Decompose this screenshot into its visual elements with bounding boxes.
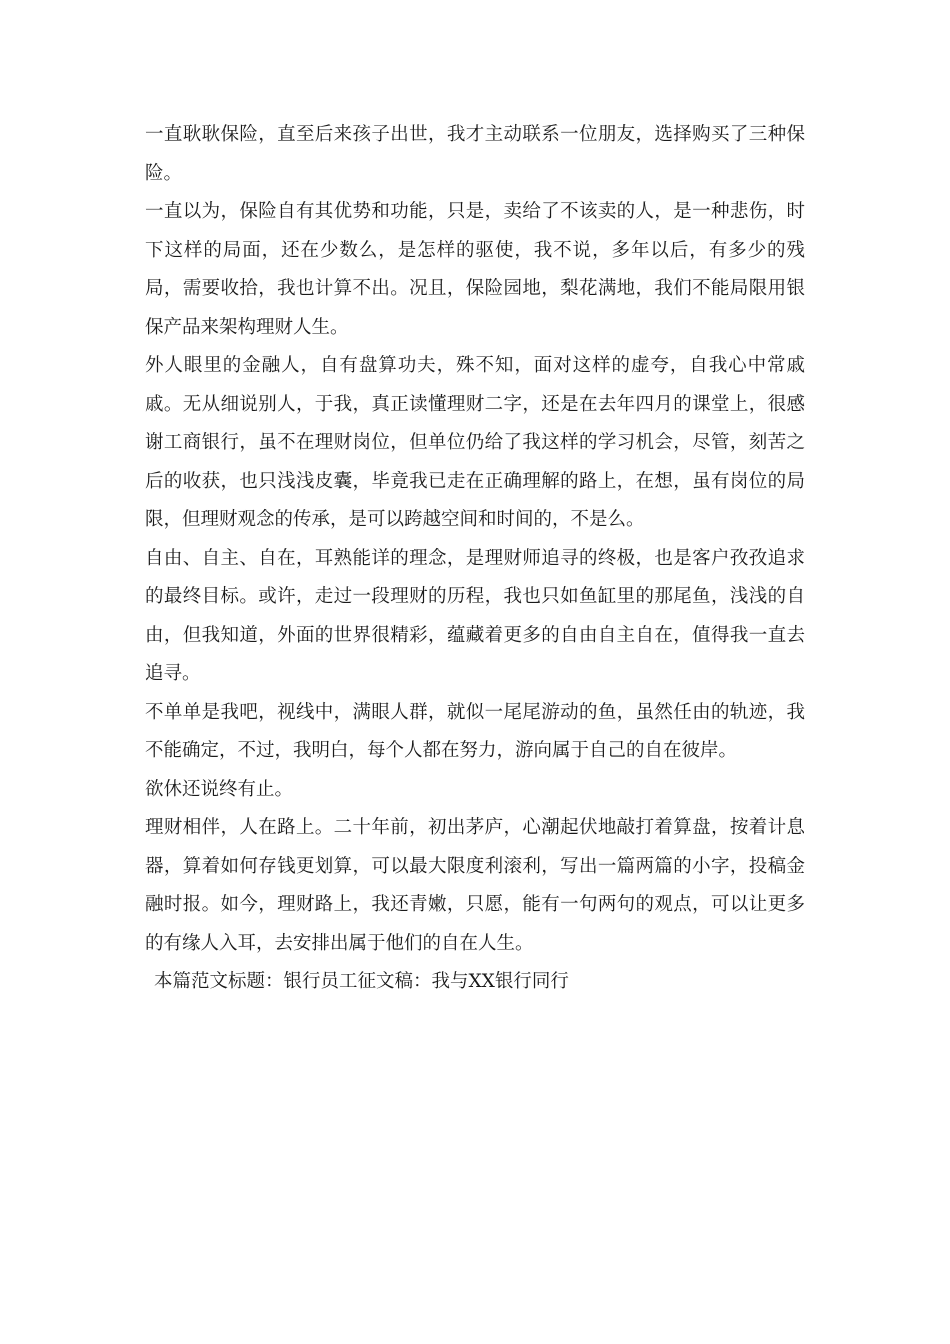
paragraph-2: 一直以为，保险自有其优势和功能，只是，卖给了不该卖的人，是一种悲伤，时下这样的局面，还在少数么，是怎样的驱使，我不说，多年以后，有多少的残局，需要收拾，我也计算不出。况且，保险园地，梨花满地，我们不能局限用银保产品来架构理财人生。 bbox=[145, 201, 805, 338]
paragraph-5: 不单单是我吧，视线中，满眼人群，就似一尾尾游动的鱼，虽然任由的轨迹，我不能确定，不过，我明白，每个人都在努力，游向属于自己的自在彼岸。 bbox=[145, 701, 805, 761]
document-body bbox=[145, 116, 805, 1002]
article-title-line: 本篇范文标题：银行员工征文稿：我与XX银行同行 bbox=[154, 971, 569, 992]
paragraph-6: 欲休还说终有止。 bbox=[145, 778, 294, 800]
paragraph-7: 理财相伴，人在路上。二十年前，初出茅庐，心潮起伏地敲打着算盘，按着计息器，算着如何存钱更划算，可以最大限度利滚利，写出一篇两篇的小字，投稿金融时报。如今，理财路上，我还青嫩，只愿，能有一句两句的观点，可以让更多的有缘人入耳，去安排出属于他们的自在人生。 bbox=[145, 817, 805, 954]
paragraph-1: 一直耿耿保险，直至后来孩子出世，我才主动联系一位朋友，选择购买了三种保险。 bbox=[145, 124, 805, 184]
paragraph-3: 外人眼里的金融人，自有盘算功夫，殊不知，面对这样的虚夸，自我心中常戚戚。无从细说别人，于我，真正读懂理财二字，还是在去年四月的课堂上，很感谢工商银行，虽不在理财岗位，但单位仍给了我这样的学习机会，尽管，刻苦之后的收获，也只浅浅皮囊，毕竟我已走在正确理解的路上，在想，虽有岗位的局限，但理财观念的传承，是可以跨越空间和时间的，不是么。 bbox=[145, 355, 805, 530]
paragraph-4: 自由、自主、自在，耳熟能详的理念，是理财师追寻的终极，也是客户孜孜追求的最终目标。或许，走过一段理财的历程，我也只如鱼缸里的那尾鱼，浅浅的自由，但我知道，外面的世界很精彩，蕴藏着更多的自由自主自在，值得我一直去追寻。 bbox=[145, 547, 805, 684]
